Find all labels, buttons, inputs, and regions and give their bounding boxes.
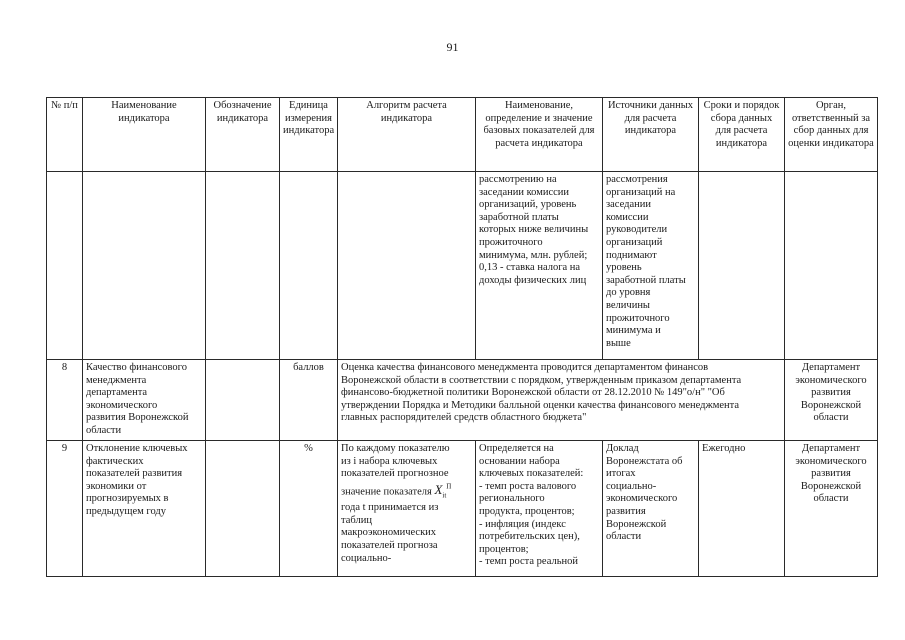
- symbol-base: X: [434, 482, 443, 498]
- cell-empty: [280, 172, 338, 360]
- table-row-8: [47, 360, 878, 441]
- header-cell-number: № п/п: [47, 98, 83, 172]
- header-cell-data-sources: Источники данных для расчета индикатора: [603, 98, 699, 172]
- cell-data-sources: рассмотрения организаций на заседании комиссии руководители организаций поднимают уровень заработной платы до уровня величины прожиточного минимума и выше: [603, 172, 699, 360]
- cell-base-indicators: рассмотрению на заседании комиссии организаций, уровень заработной платы которых ниже величины прожиточного минимума, млн. рублей; 0,13 - ставка налога на доходы физических лиц: [476, 172, 603, 360]
- cell-empty: [338, 172, 476, 360]
- cell-designation: [206, 360, 280, 441]
- header-cell-base-indicators: Наименование, определение и значение базовых показателей для расчета индикатора: [476, 98, 603, 172]
- cell-indicator-name: Качество финансового менеджмента департамента экономического развития Воронежской области: [83, 360, 206, 441]
- cell-row-number: 8: [47, 360, 83, 441]
- cell-base-indicators: Определяется на основании набора ключевых показателей: - темп роста валового регионального продукта, процентов; - инфляция (индекс потребительских цен), процентов; - темп роста реальной: [476, 441, 603, 577]
- header-cell-unit: Единица измерения индикатора: [280, 98, 338, 172]
- cell-unit: %: [280, 441, 338, 577]
- cell-timing: Ежегодно: [699, 441, 785, 577]
- cell-algorithm: [338, 441, 476, 577]
- indicators-table: [46, 97, 878, 577]
- header-cell-responsible: Орган, ответственный за сбор данных для оценки индикатора: [785, 98, 878, 172]
- cell-indicator-name: Отклонение ключевых фактических показателей развития экономики от прогнозируемых в предыдущем году: [83, 441, 206, 577]
- algorithm-text-part1: По каждому показателю из i набора ключевых показателей прогнозное значение показателя: [341, 443, 450, 498]
- cell-responsible: Департамент экономического развития Воронежской области: [785, 441, 878, 577]
- cell-empty: [206, 172, 280, 360]
- table-row-continuation: [47, 172, 878, 360]
- cell-merged-methodology: Оценка качества финансового менеджмента проводится департаментом финансов Воронежской области в соответствии с порядком, утвержденным приказом департамента финансово-бюджетной политики Воронежской области от 28.12.2010 № 149"о/н" "Об утверждении Порядка и Методики балльной оценки качества финансового менеджмента главных распорядителей средств областного бюджета": [338, 360, 785, 441]
- table-header-row: [47, 98, 878, 172]
- symbol-superscript: П: [446, 482, 452, 491]
- cell-unit: баллов: [280, 360, 338, 441]
- cell-row-number: 9: [47, 441, 83, 577]
- cell-empty: [699, 172, 785, 360]
- header-cell-timing: Сроки и порядок сбора данных для расчета индикатора: [699, 98, 785, 172]
- cell-empty: [83, 172, 206, 360]
- page-number: 91: [446, 40, 459, 54]
- indicator-symbol: [434, 482, 452, 500]
- cell-designation: [206, 441, 280, 577]
- cell-empty: [785, 172, 878, 360]
- algorithm-text-part2: года t принимается из таблиц макроэкономических показателей прогноза социально-: [341, 502, 439, 564]
- cell-empty: [47, 172, 83, 360]
- header-cell-algorithm: Алгоритм расчета индикатора: [338, 98, 476, 172]
- cell-data-sources: Доклад Воронежстата об итогах социально- экономического развития Воронежской области: [603, 441, 699, 577]
- cell-responsible: Департамент экономического развития Воронежской области: [785, 360, 878, 441]
- symbol-subscript: it: [442, 491, 447, 500]
- table-row-9: [47, 441, 878, 577]
- header-cell-name: Наименование индикатора: [83, 98, 206, 172]
- header-cell-designation: Обозначение индикатора: [206, 98, 280, 172]
